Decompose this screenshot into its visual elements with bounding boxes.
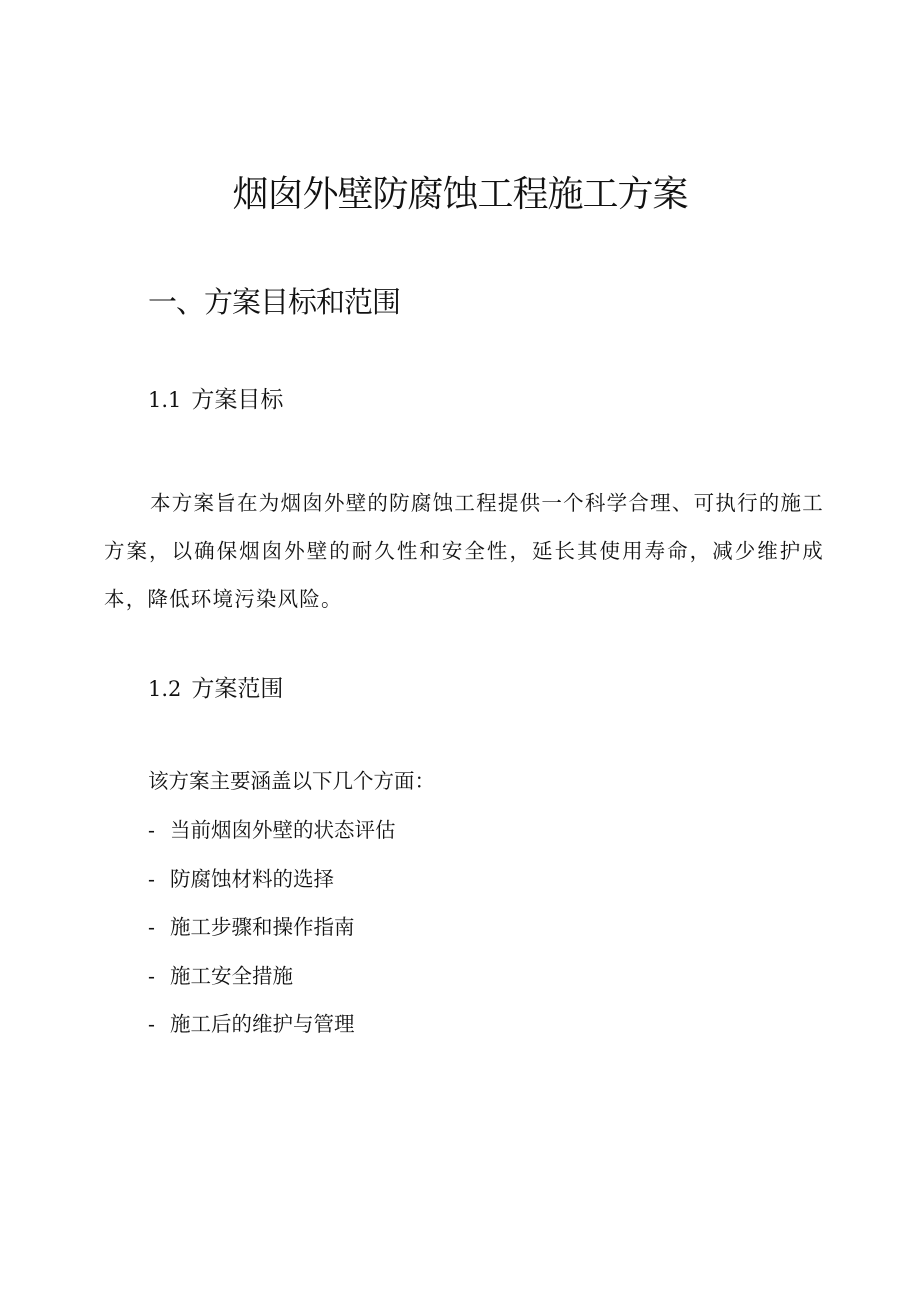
- list-bullet: -: [148, 1012, 155, 1036]
- subsection-number: 1.1: [148, 388, 182, 412]
- document-title: 烟囱外壁防腐蚀工程施工方案: [232, 174, 688, 215]
- scope-intro: 该方案主要涵盖以下几个方面：: [148, 769, 435, 793]
- list-bullet: -: [148, 915, 155, 939]
- list-item-text: 当前烟囱外壁的状态评估: [170, 818, 396, 842]
- subsection-title: 方案范围: [191, 676, 284, 702]
- scope-list: [148, 814, 396, 1057]
- list-item-text: 施工安全措施: [170, 963, 293, 988]
- list-item: [148, 814, 396, 863]
- subsection-title: 方案目标: [191, 387, 284, 413]
- list-item-text: 施工步骤和操作指南: [170, 915, 355, 939]
- subsection-heading-scope: [148, 673, 283, 705]
- list-item: [148, 1008, 396, 1057]
- list-bullet: -: [148, 818, 155, 842]
- list-item-text: 施工后的维护与管理: [170, 1012, 355, 1036]
- list-item: [148, 960, 396, 1009]
- list-item-text: 防腐蚀材料的选择: [170, 866, 334, 891]
- goal-paragraph: 本方案旨在为烟囱外壁的防腐蚀工程提供一个科学合理、可执行的施工方案，以确保烟囱外壁的耐久性和安全性，延长其使用寿命，减少维护成本，降低环境污染风险。: [104, 491, 824, 611]
- section-heading: 一、方案目标和范围: [148, 285, 401, 319]
- subsection-number: 1.2: [148, 677, 182, 701]
- list-item: [148, 911, 396, 960]
- subsection-heading-goal: [148, 384, 283, 416]
- list-item: [148, 863, 396, 912]
- list-bullet: -: [148, 866, 155, 891]
- list-bullet: -: [148, 963, 155, 988]
